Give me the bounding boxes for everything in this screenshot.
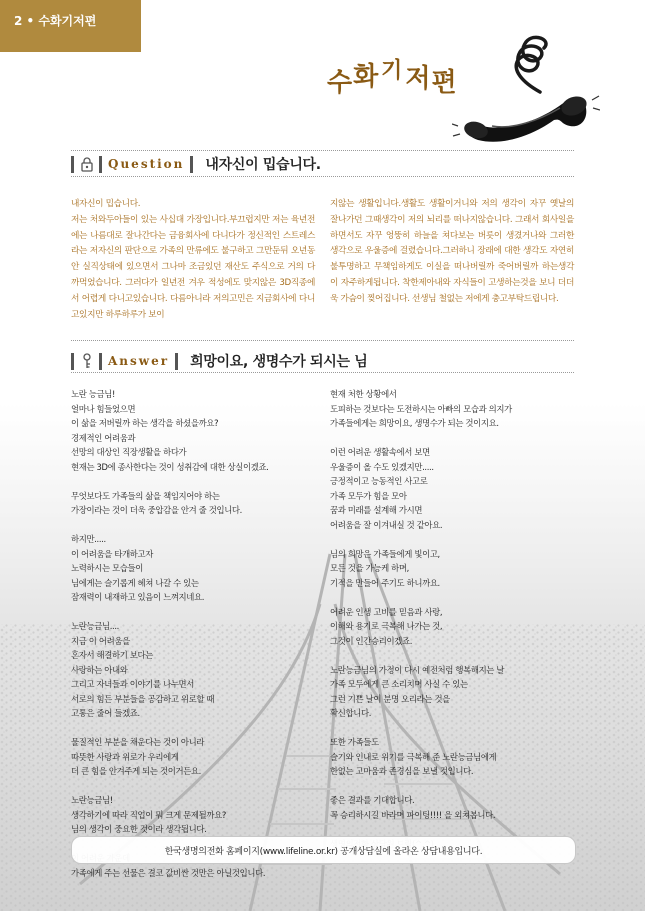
- heading-bar: [190, 156, 193, 173]
- answer-text-right: 현재 처한 상황에서 도피하는 것보다는 도전하시는 아빠의 모습과 의지가 가족들에게는 희망이요, 생명수가 되는 것이지요. 이런 어려운 생활속에서 보면 우울증이 올 수도 있겠지만..... 긍정적이고 능동적인 사고로 가족 모두가 힘을 모아 꿈과 미래를 설계해 가시면 어려움을 잘 이겨내실 것 같아요. 님의 희망은 가족들에게 빛이고, 모든 것을 가능케 하며, 기적을 만들어 주기도 하니까요. 어려운 인생 고비를 믿음과 사랑, 이해와 용기로 극복해 나가는 것, 그것이 인간승리이겠죠. 노란능금님의 가정이 다시 예전처럼 행복해지는 날 가족 모두에게 큰 소리치며 사실 수 있는 그런 기쁜 날이 분명 오리라는 것을 확신합니다. 또한 가족들도 슬기와 인내로 위기를 극복해 준 노란능금님에게 한없는 고마움과 존경심을 보낼 것입니다. 좋은 결과를 기대합니다. 꼭 승리하시길 바라며 파이팅!!!! 을 외쳐봅니다.: [330, 389, 512, 820]
- heading-bar: [71, 156, 74, 173]
- question-text-left: 내자신이 밉습니다. 저는 처와두아들이 있는 사십대 가장입니다.부끄럽지만 저는 육년전에는 나름대로 잘나간다는 금융회사에 다니다가 정신적인 스트레스라는 저자신의 판단으로 가족의 만류에도 불구하고 그만둔뒤 오년동안 실직상태에 있으면서 그나마 조금있던 재산도 주식으로 거의 다까먹었습니다. 그러다가 일년전 겨우 적성에도 맞지않은 3D직종에서 어렵게 다니고있습니다. 다름아니라 저의고민은 지금회사에 다니고있지만 하루하루가 보이: [71, 199, 315, 320]
- question-label: Question: [108, 157, 185, 171]
- answer-title: 희망이요, 생명수가 되시는 님: [190, 354, 368, 370]
- answer-label: Answer: [108, 354, 170, 368]
- lock-icon: [80, 156, 93, 172]
- heading-bar: [175, 353, 178, 370]
- page-section-tab: 2 • 수화기저편: [0, 0, 141, 52]
- question-heading: [71, 152, 321, 176]
- answer-text-left: 노란 능금님! 얼마나 힘들었으면 이 삶을 저버릴까 하는 생각을 하셨을까요? 경제적인 어려움과 선망의 대상인 직장생활을 하다가 현재는 3D에 종사한다는 것이 성취감에 대한 상실이겠죠. 무엇보다도 가족들의 삶을 책임지어야 하는 가장이라는 것이 더욱 중압감을 안겨 줄 것입니다. 하지만..... 이 어려움을 타개하고자 노력하시는 모습들이 님에게는 슬기롭게 헤쳐 나갈 수 있는 잠재력이 내재하고 있음이 느껴지네요. 노란능금님.... 지금 이 어려움을 혼자서 해결하기 보다는 사랑하는 아내와 그리고 자녀들과 이야기를 나누면서 서로의 힘든 부분들을 공감하고 위로할 때 고통은 줄어 들겠죠. 물질적인 부분을 채운다는 것이 아니라 따뜻한 사랑과 위로가 우리에게 더 큰 힘을 안겨주게 되는 것이거든요. 노란능금님! 생각하기에 따라 직업이 뭐 크게 문제될까요? 님의 생각이 중요한 것이라 생각됩니다. 가족에게 주는 선물은 결코 값비싼 것만은 아닐것입니다.: [71, 389, 269, 878]
- logo-char: 기: [381, 57, 404, 84]
- key-icon: [80, 353, 93, 369]
- logo-char: 저: [405, 64, 432, 94]
- divider-mid: [71, 340, 574, 341]
- logo-char: 화: [353, 62, 380, 92]
- question-text-right: 지않는 생활입니다.생활도 생활이거니와 저의 생각이 자꾸 옛날의 잘나가던 그때생각이 저의 뇌리를 떠나지않습니다. 그래서 회사일을 하면서도 자꾸 엉뚱히 하늘을 쳐다보는 버릇이 생겼거나와 그러한 생각으로 우울증에 걸렸습니다.그러하니 장래에 대한 생각도 자연히 불투명하고 무책임하게도 이실을 떠나버릴까 죽어버릴까 하는생각이 자주하게됩니다. 착한제아내와 자식들이 고생하는것을 보니 더더욱 가슴이 찢어집니다. 선생님 철없는 저에게 충고부탁드립니다.: [330, 199, 574, 304]
- logo-char: 수: [327, 68, 354, 98]
- question-title: 내자신이 밉습니다.: [205, 157, 321, 173]
- heading-bar: [71, 353, 74, 370]
- heading-bar: [99, 353, 102, 370]
- source-note-text: 한국생명의전화 홈페이지(www.lifeline.or.kr) 공개상담실에 올라온 상담내용입니다.: [164, 846, 483, 857]
- divider-question: [71, 176, 574, 177]
- divider-top: [71, 150, 574, 151]
- section-logo-title: [327, 57, 467, 102]
- logo-char: 편: [431, 68, 458, 98]
- source-note: [71, 836, 576, 864]
- answer-heading: [71, 349, 368, 373]
- telephone-receiver-illustration: [452, 22, 600, 150]
- heading-bar: [99, 156, 102, 173]
